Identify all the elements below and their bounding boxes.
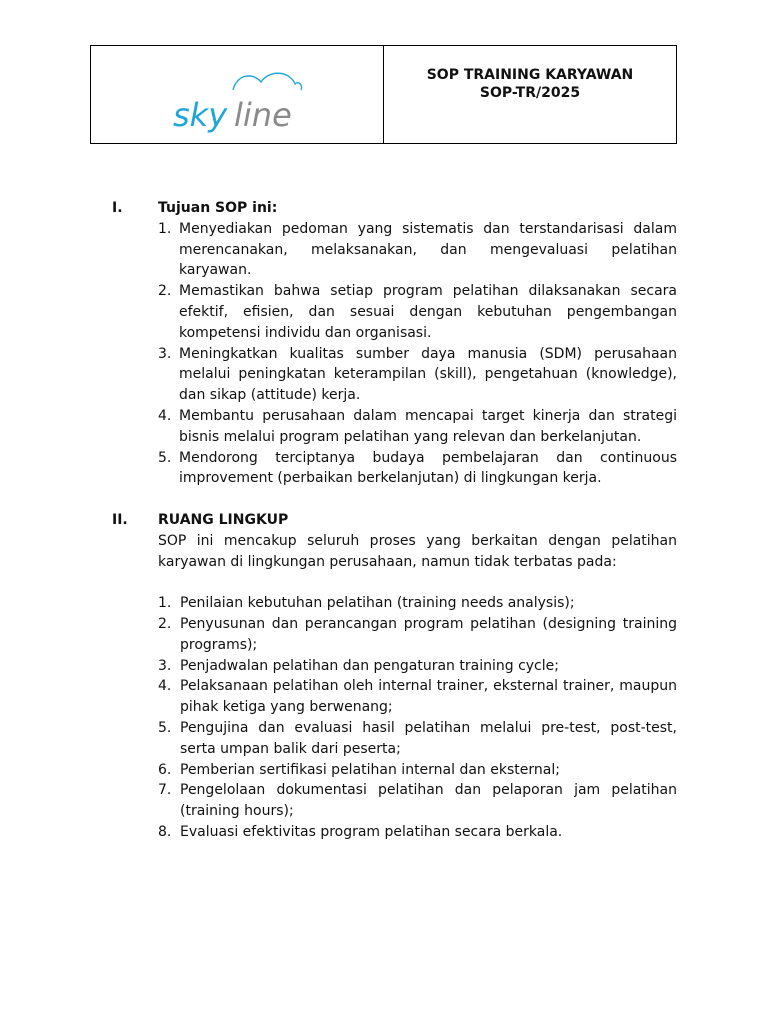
section-numeral: I. — [112, 200, 123, 216]
item-text: Pemberian sertifikasi pelatihan internal dan eksternal; — [180, 761, 560, 778]
svg-text:line: line — [234, 96, 292, 134]
item-text: Penilaian kebutuhan pelatihan (training needs analysis); — [180, 595, 575, 612]
document-title-cell — [384, 46, 676, 143]
item-number: 5. — [158, 719, 172, 736]
item-number: 2. — [158, 615, 172, 632]
item-text: Mendorong terciptanya budaya pembelajaran dan continuous improvement (perbaikan berkelanjutan) di lingkungan kerja. — [179, 449, 677, 487]
item-text: Memastikan bahwa setiap program pelatihan dilaksanakan secara efektif, efisien, dan sesuai dengan kebutuhan pengembangan kompetensi individu dan organisasi. — [179, 283, 677, 341]
tujuan-list — [0, 219, 768, 489]
item-text: Penyusunan dan perancangan program pelatihan (designing training programs); — [180, 615, 677, 653]
list-item — [158, 780, 677, 822]
list-item — [158, 281, 677, 343]
item-number: 4. — [158, 678, 172, 695]
section-title: RUANG LINGKUP — [158, 511, 289, 528]
section-intro: SOP ini mencakup seluruh proses yang berkaitan dengan pelatihan karyawan di lingkungan perusahaan, namun tidak terbatas pada: — [158, 532, 677, 570]
item-text: Menyediakan pedoman yang sistematis dan terstandarisasi dalam merencanakan, melaksanakan, dan mengevaluasi pelatihan karyawan. — [179, 220, 677, 279]
item-number: 8. — [158, 823, 172, 840]
item-text: Evaluasi efektivitas program pelatihan secara berkala. — [180, 823, 563, 840]
list-item — [158, 760, 677, 781]
section-numeral: II. — [112, 511, 128, 528]
item-number: 6. — [158, 761, 172, 778]
item-number: 4. — [158, 407, 172, 424]
item-number: 5. — [158, 449, 172, 466]
item-text: Pengelolaan dokumentasi pelatihan dan pelaporan jam pelatihan (training hours); — [180, 782, 677, 820]
logo-cell — [91, 46, 384, 143]
item-text: Penjadwalan pelatihan dan pengaturan training cycle; — [180, 657, 559, 674]
section-ruang-lingkup — [0, 510, 768, 843]
section-title: Tujuan SOP ini: — [158, 200, 278, 216]
item-text: Meningkatkan kualitas sumber daya manusia (SDM) perusahaan melalui peningkatan keterampilan (skill), pengetahuan (knowledge), dan sikap (attitude) kerja. — [179, 345, 677, 404]
document-header-table — [90, 45, 677, 144]
list-item — [158, 822, 677, 843]
list-item — [158, 344, 677, 406]
section-tujuan — [0, 198, 768, 489]
item-number: 7. — [158, 782, 172, 799]
item-number: 2. — [158, 283, 172, 300]
list-item — [158, 219, 677, 281]
svg-text:sky: sky — [173, 96, 228, 134]
list-item — [158, 656, 677, 677]
item-number: 1. — [158, 595, 172, 612]
document-code: SOP-TR/2025 — [479, 85, 581, 101]
list-item — [158, 676, 677, 718]
item-text: Pelaksanaan pelatihan oleh internal trainer, eksternal trainer, maupun pihak ketiga yang berwenang; — [180, 678, 677, 716]
list-item — [158, 614, 677, 656]
document-body — [0, 198, 768, 843]
ruang-lingkup-list — [0, 593, 768, 843]
skyline-logo — [171, 66, 391, 146]
item-text: Pengujina dan evaluasi hasil pelatihan melalui pre-test, post-test, serta umpan balik dari peserta; — [180, 719, 677, 757]
item-number: 1. — [158, 220, 172, 237]
list-item — [158, 448, 677, 490]
document-title: SOP TRAINING KARYAWAN — [426, 67, 634, 83]
item-number: 3. — [158, 657, 172, 674]
item-text: Membantu perusahaan dalam mencapai target kinerja dan strategi bisnis melalui program pelatihan yang relevan dan berkelanjutan. — [179, 407, 677, 445]
list-item — [158, 718, 677, 760]
list-item — [158, 406, 677, 448]
list-item — [158, 593, 677, 614]
item-number: 3. — [158, 345, 172, 362]
